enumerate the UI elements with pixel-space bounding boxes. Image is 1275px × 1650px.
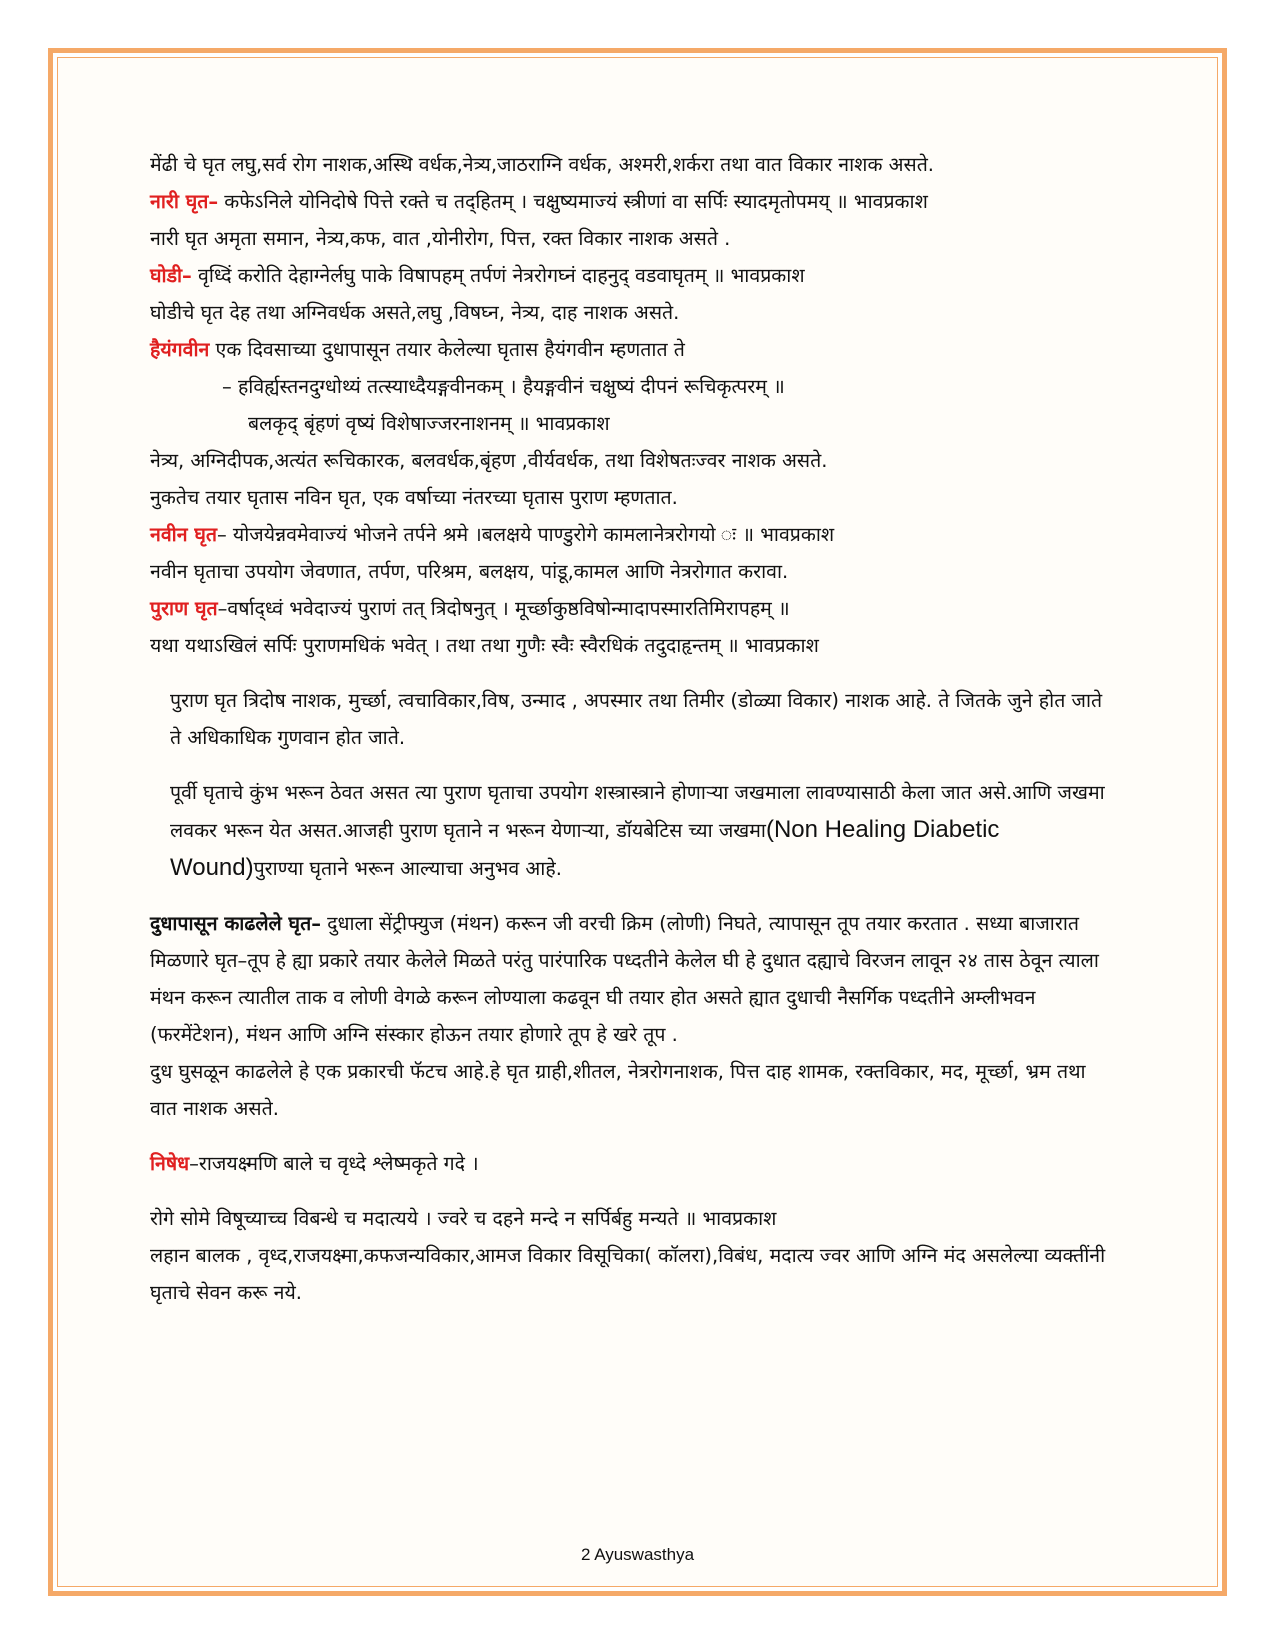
haiyangavin-text: एक दिवसाच्या दुधापासून तयार केलेल्या घृतास हैयंगवीन म्हणतात ते [209, 338, 685, 361]
paragraph-ghodi-desc: घोडीचे घृत देह तथा अग्निवर्धक असते,लघु ,विषघ्न, नेत्र्य, दाह नाशक असते. [150, 301, 680, 324]
paragraph-nari-desc: नारी घृत अमृता समान, नेत्र्य,कफ, वात ,योनीरोग, पित्त, रक्त विकार नाशक असते . [150, 227, 731, 250]
paragraph-haiyangavin-desc: नेत्र्य, अग्निदीपक,अत्यंत रूचिकारक, बलवर्धक,बृंहण ,वीर्यवर्धक, तथा विशेषतःज्वर नाशक असते. [150, 449, 828, 472]
purvi-text: पूर्वी घृताचे कुंभ भरून ठेवत असत त्या पुराण घृताचा उपयोग शस्त्रास्त्राने होणाऱ्या जखमाला लावण्यासाठी केला जात असे.आणि जखमा लवकर भरून येत असत.आजही पुराण घृताने न भरून येणाऱ्या, डॉयबेटिस च्या जखमा [170, 781, 1105, 842]
document-body [150, 146, 1110, 1311]
paragraph-puran-desc: पुराण घृत त्रिदोष नाशक, मुर्च्छा, त्वचाविकार,विष, उन्माद , अपस्मार तथा तिमीर (डोळ्या विकार) नाशक आहे. ते जितके जुने होत जाते ते अधिकाधिक गुणवान होत जाते. [170, 689, 1103, 749]
heading-haiyangavin: हैयंगवीन [150, 338, 210, 361]
paragraph-nukta: नुकतेच तयार घृतास नविन घृत, एक वर्षाच्या नंतरच्या घृतास पुराण म्हणतात. [150, 486, 678, 509]
paragraph-haiyangavin [150, 331, 1110, 368]
shloka-nari: कफेऽनिले योनिदोषे पित्ते रक्ते च तद्हितम् । चक्षुष्यमाज्यं स्त्रीणां वा सर्पिः स्यादमृतोपमय् ॥ भावप्रकाश [218, 190, 928, 213]
shloka-puran-2: यथा यथाऽखिलं सर्पिः पुराणमधिकं भवेत् । तथा तथा गुणैः स्वैः स्वैरधिकं तदुदाहृन्तम् ॥ भावप्रकाश [150, 634, 819, 657]
paragraph-ghodi [150, 257, 1110, 294]
paragraph-nishedh [150, 1145, 1110, 1182]
shloka-puran-1: –वर्षाद्ध्वं भवेदाज्यं पुराणं तत् त्रिदोषनुत् । मूर्च्छाकुष्ठविषोन्मादापस्मारतिमिरापहम् ॥ [217, 597, 790, 620]
paragraph-dudh-desc: दुध घुसळून काढलेले हे एक प्रकारची फॅटच आहे.हे घृत ग्राही,शीतल, नेत्ररोगनाशक, पित्त दाह शामक, रक्तविकार, मद, मूर्च्छा, भ्रम तथा वात नाशक असते. [150, 1060, 1086, 1120]
paragraph-nari [150, 183, 1110, 220]
heading-navin-ghrit: नवीन घृत [150, 523, 217, 546]
shloka-navin: – योजयेन्नवमेवाज्यं भोजने तर्पने श्रमे ।बलक्षये पाण्डुरोगे कामलानेत्ररोगयो ः ॥ भावप्रकाश [216, 523, 835, 546]
heading-puran-ghrit: पुराण घृत [150, 597, 218, 620]
paragraph-navin-desc: नवीन घृताचा उपयोग जेवणात, तर्पण, परिश्रम, बलक्षय, पांडू,कामल आणि नेत्ररोगात करावा. [150, 560, 789, 583]
heading-ghodi: घोडी– [150, 264, 192, 287]
paragraph-dudh [150, 905, 1110, 1053]
paragraph-puran [150, 590, 1110, 627]
heading-dudh-ghrit: दुधापासून काढलेले घृत– [150, 912, 321, 935]
paragraph-lahan: लहान बालक , वृध्द,राजयक्ष्मा,कफजन्यविकार,आमज विकार विसूचिका( कॉलरा),विबंध, मदात्य ज्वर आणि अग्नि मंद असलेल्या व्यक्तींनी घृताचे सेवन करू नये. [150, 1244, 1106, 1304]
purvi-latin-term: (Non Healing Diabetic Wound) [170, 816, 1000, 881]
shloka-roge: रोगे सोमे विषूच्याच्च विबन्धे च मदात्यये । ज्वरे च दहने मन्दे न सर्पिर्बहु मन्यते ॥ भावप्रकाश [150, 1207, 777, 1230]
shloka-ghodi: वृध्दिं करोति देहाग्नेर्लघु पाके विषापहम् तर्पणं नेत्ररोगघ्नं दाहनुद् वडवाघृतम् ॥ भावप्रकाश [191, 264, 805, 287]
shloka-nishedh: –राजयक्ष्मणि बाले च वृध्दे श्लेष्मकृते गदे । [189, 1152, 479, 1175]
heading-nari-ghrit: नारी घृत– [150, 190, 219, 213]
heading-nishedh: निषेध [150, 1152, 190, 1175]
shloka-haiyangavin-2: बलकृद् बृंहणं वृष्यं विशेषाज्जरनाशनम् ॥ भावप्रकाश [248, 412, 610, 435]
purvi-end: पुराण्या घृताने भरून आल्याचा अनुभव आहे. [253, 857, 562, 880]
paragraph-mendhi: मेंढी चे घृत लघु,सर्व रोग नाशक,अस्थि वर्धक,नेत्र्य,जाठराग्नि वर्धक, अश्मरी,शर्करा तथा वात विकार नाशक असते. [150, 153, 935, 176]
shloka-haiyangavin-1: – हविर्ह्यस्तनदुग्धोथ्यं तत्स्याध्दैयङ्गवीनकम् । हैयङ्गवीनं चक्षुष्यं दीपनं रूचिकृत्परम् ॥ [222, 375, 785, 398]
paragraph-navin [150, 516, 1110, 553]
dudh-text: दुधाला सेंट्रीफ्युज (मंथन) करून जी वरची क्रिम (लोणी) निघते, त्यापासून तूप तयार करतात . सध्या बाजारात मिळणारे घृत–तूप हे ह्या प्रकारे तयार केलेले मिळते परंतु पारंपारिक पध्दतीने केलेल घी हे दुधात दह्याचे विरजन लावून २४ तास ठेवून त्याला मंथन करून त्यातील ताक व लोणी वेगळे करून लोण्याला कढवून घी तयार होत असते ह्यात दुधाची नैसर्गिक पध्दतीने अम्लीभवन (फरमेंटेशन), मंथन आणि अग्नि संस्कार होऊन तयार होणारे तूप हे खरे तूप . [150, 912, 1099, 1046]
page-footer: 2 Ayuswasthya [580, 1545, 695, 1564]
paragraph-purvi [150, 774, 1110, 887]
